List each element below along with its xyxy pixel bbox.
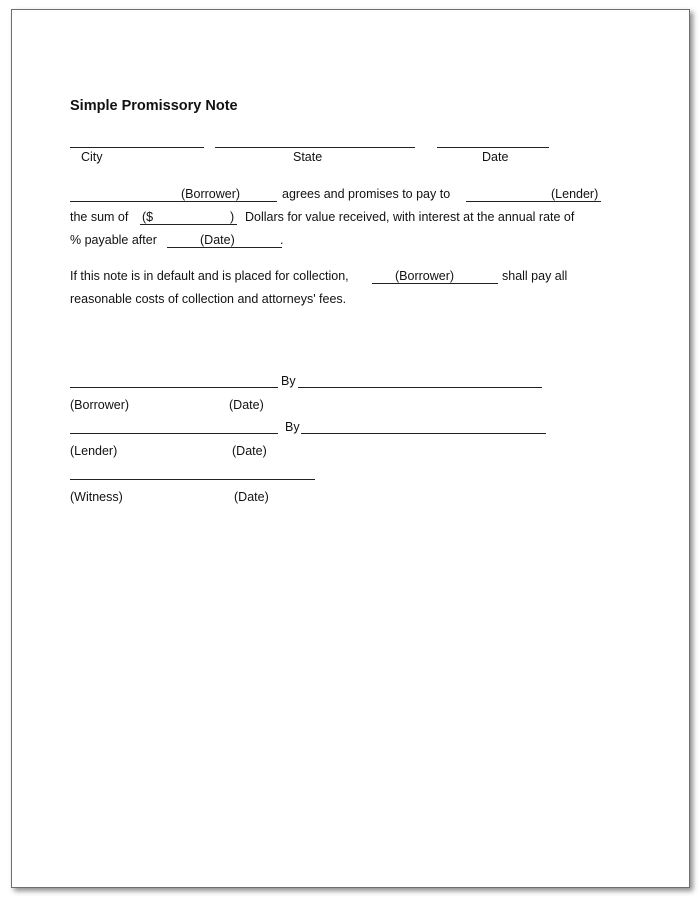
p1-sum-text: the sum of (70, 210, 129, 224)
p1-payable-text: % payable after (70, 233, 157, 247)
lender-by-label: By (285, 420, 300, 434)
borrower-blank-line (70, 201, 277, 202)
p1-period: . (280, 233, 284, 247)
witness-date-label: (Date) (234, 490, 269, 504)
p2-borrower-label: (Borrower) (395, 269, 455, 283)
document-page (11, 9, 690, 888)
p1-dollar-sign: ($ (142, 210, 154, 224)
borrower-date-label: (Date) (229, 398, 264, 412)
p1-dollars-text: Dollars for value received, with interest at the annual rate of (245, 210, 575, 224)
borrower-sign-label: (Borrower) (70, 398, 130, 412)
lender-signature-line (70, 433, 278, 434)
p1-borrower-label: (Borrower) (181, 187, 241, 201)
date-line (437, 147, 549, 148)
lender-date-label: (Date) (232, 444, 267, 458)
state-label: State (293, 150, 323, 164)
p2-shall-pay-text: shall pay all (502, 269, 568, 283)
city-line (70, 147, 204, 148)
borrower-by-line (298, 387, 542, 388)
witness-signature-line (70, 479, 315, 480)
p1-close-paren: ) (230, 210, 235, 224)
p2-default-text: If this note is in default and is placed for collection, (70, 269, 349, 283)
city-label: City (81, 150, 103, 164)
p1-lender-label: (Lender) (551, 187, 599, 201)
p1-agrees-text: agrees and promises to pay to (282, 187, 451, 201)
p1-date-label: (Date) (200, 233, 235, 247)
lender-by-line (301, 433, 546, 434)
lender-sign-label: (Lender) (70, 444, 118, 458)
borrower-signature-line (70, 387, 278, 388)
state-line (215, 147, 415, 148)
p2-costs-text: reasonable costs of collection and attorneys' fees. (70, 292, 347, 306)
witness-sign-label: (Witness) (70, 490, 123, 504)
date-label: Date (482, 150, 509, 164)
document-title: Simple Promissory Note (70, 98, 238, 114)
borrower-by-label: By (281, 374, 296, 388)
sum-blank-line (140, 224, 237, 225)
